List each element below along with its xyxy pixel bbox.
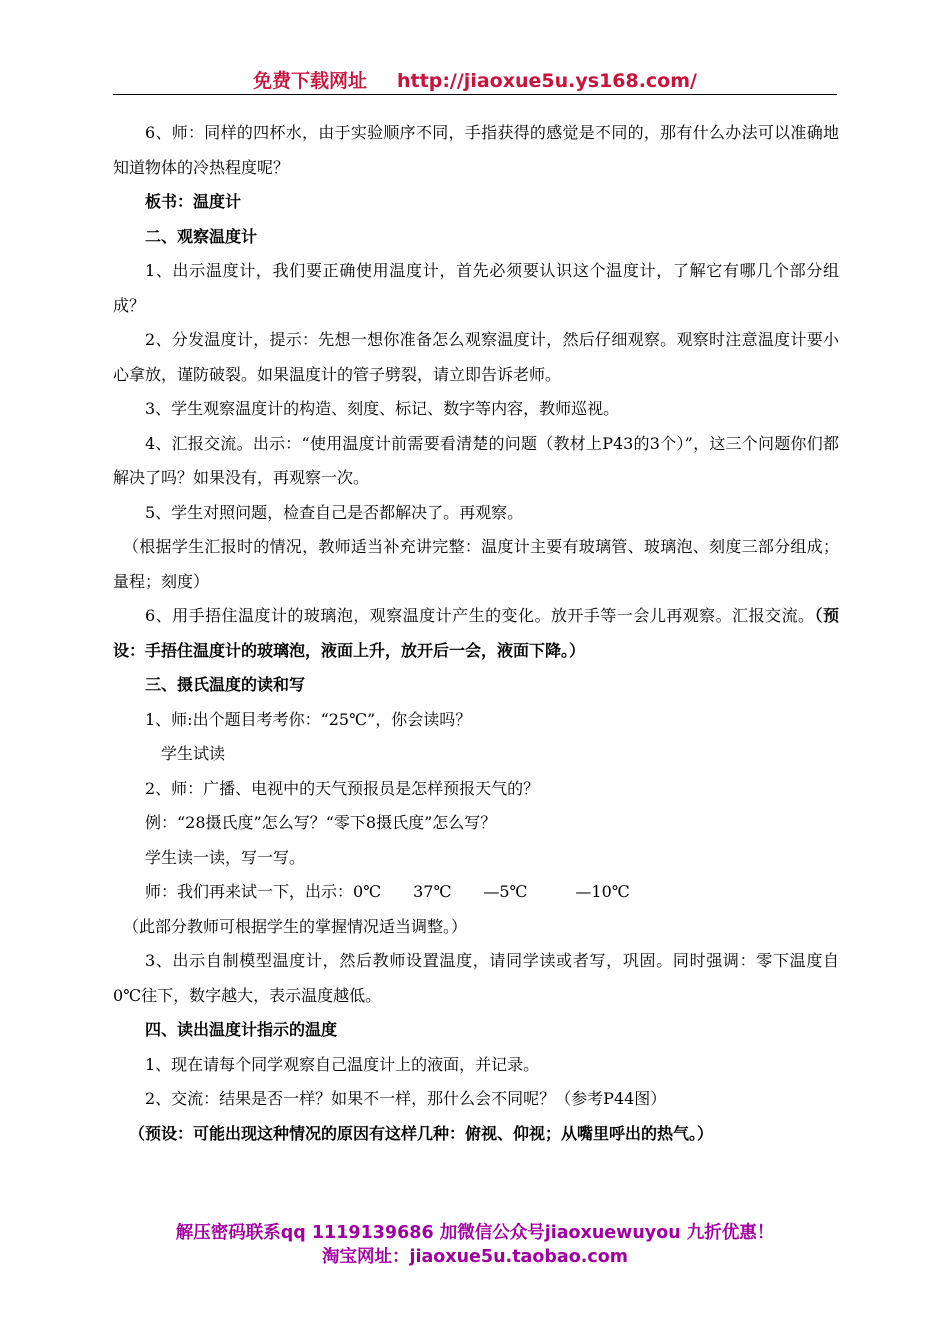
paragraph: 4、汇报交流。出示：“使用温度计前需要看清楚的问题（教材上P43的3个）”，这三个问题你们都解决了吗？如果没有，再观察一次。 (113, 433, 839, 487)
paragraph: 学生读一读，写一写。 (145, 847, 306, 867)
preset-note: （预设：手捂住温度计的玻璃泡，液面上升，放开后一会，液面下降。） (113, 606, 839, 660)
header-url-link[interactable]: http://jiaoxue5u.ys168.com/ (397, 70, 697, 92)
page-header (0, 66, 950, 93)
paragraph: （此部分教师可根据学生的掌握情况适当调整。） (123, 916, 468, 936)
header-divider (113, 94, 837, 95)
preset-note: （预设：可能出现这种情况的原因有这样几种：俯视、仰视；从嘴里呼出的热气。） (129, 1123, 714, 1143)
section-heading: 三、摄氏温度的读和写 (145, 675, 306, 694)
paragraph: 2、交流：结果是否一样？如果不一样，那什么会不同呢？（参考P44图） (145, 1089, 667, 1108)
paragraph: 5、学生对照问题，检查自己是否都解决了。再观察。 (145, 502, 524, 522)
paragraph: 师：我们再来试一下，出示：0℃ 37℃ —5℃ —10℃ (145, 882, 630, 901)
paragraph: 学生试读 (161, 744, 226, 763)
board-title: 板书：温度计 (145, 192, 242, 211)
document-body (113, 116, 839, 1151)
footer-contact: 解压密码联系qq 1119139686 加微信公众号jiaoxuewuyou 九折优惠！ (175, 1223, 775, 1243)
paragraph: 1、师:出个题目考考你：“25℃”，你会读吗？ (145, 709, 472, 729)
paragraph: 1、现在请每个同学观察自己温度计上的液面，并记录。 (145, 1054, 540, 1074)
paragraph: 例：“28摄氏度”怎么写？“零下8摄氏度”怎么写？ (145, 813, 497, 832)
paragraph-text: 6、用手捂住温度计的玻璃泡，观察温度计产生的变化。放开手等一会儿再观察。汇报交流。 (145, 606, 815, 625)
footer-shop-link[interactable]: 淘宝网址：jiaoxue5u.taobao.com (321, 1247, 629, 1267)
paragraph: 1、出示温度计，我们要正确使用温度计，首先必须要认识这个温度计，了解它有哪几个部分组成？ (113, 261, 839, 315)
paragraph: 3、学生观察温度计的构造、刻度、标记、数字等内容，教师巡视。 (145, 399, 620, 418)
paragraph: 2、分发温度计，提示：先想一想你准备怎么观察温度计，然后仔细观察。观察时注意温度计要小心拿放，谨防破裂。如果温度计的管子劈裂，请立即告诉老师。 (113, 330, 839, 384)
section-heading: 二、观察温度计 (145, 226, 258, 246)
section-heading: 四、读出温度计指示的温度 (145, 1020, 338, 1039)
header-label: 免费下载网址 (253, 70, 368, 92)
paragraph: 2、师：广播、电视中的天气预报员是怎样预报天气的？ (145, 778, 540, 798)
paragraph: 6、师：同样的四杯水，由于实验顺序不同，手指获得的感觉是不同的，那有什么办法可以准确地知道物体的冷热程度呢？ (113, 123, 839, 177)
paragraph: （根据学生汇报时的情况，教师适当补充讲完整：温度计主要有玻璃管、玻璃泡、刻度三部分组成；量程；刻度） (113, 537, 839, 591)
paragraph (113, 599, 839, 668)
paragraph: 3、出示自制模型温度计，然后教师设置温度，请同学读或者写，巩固。同时强调：零下温度自0℃往下，数字越大，表示温度越低。 (113, 951, 839, 1005)
